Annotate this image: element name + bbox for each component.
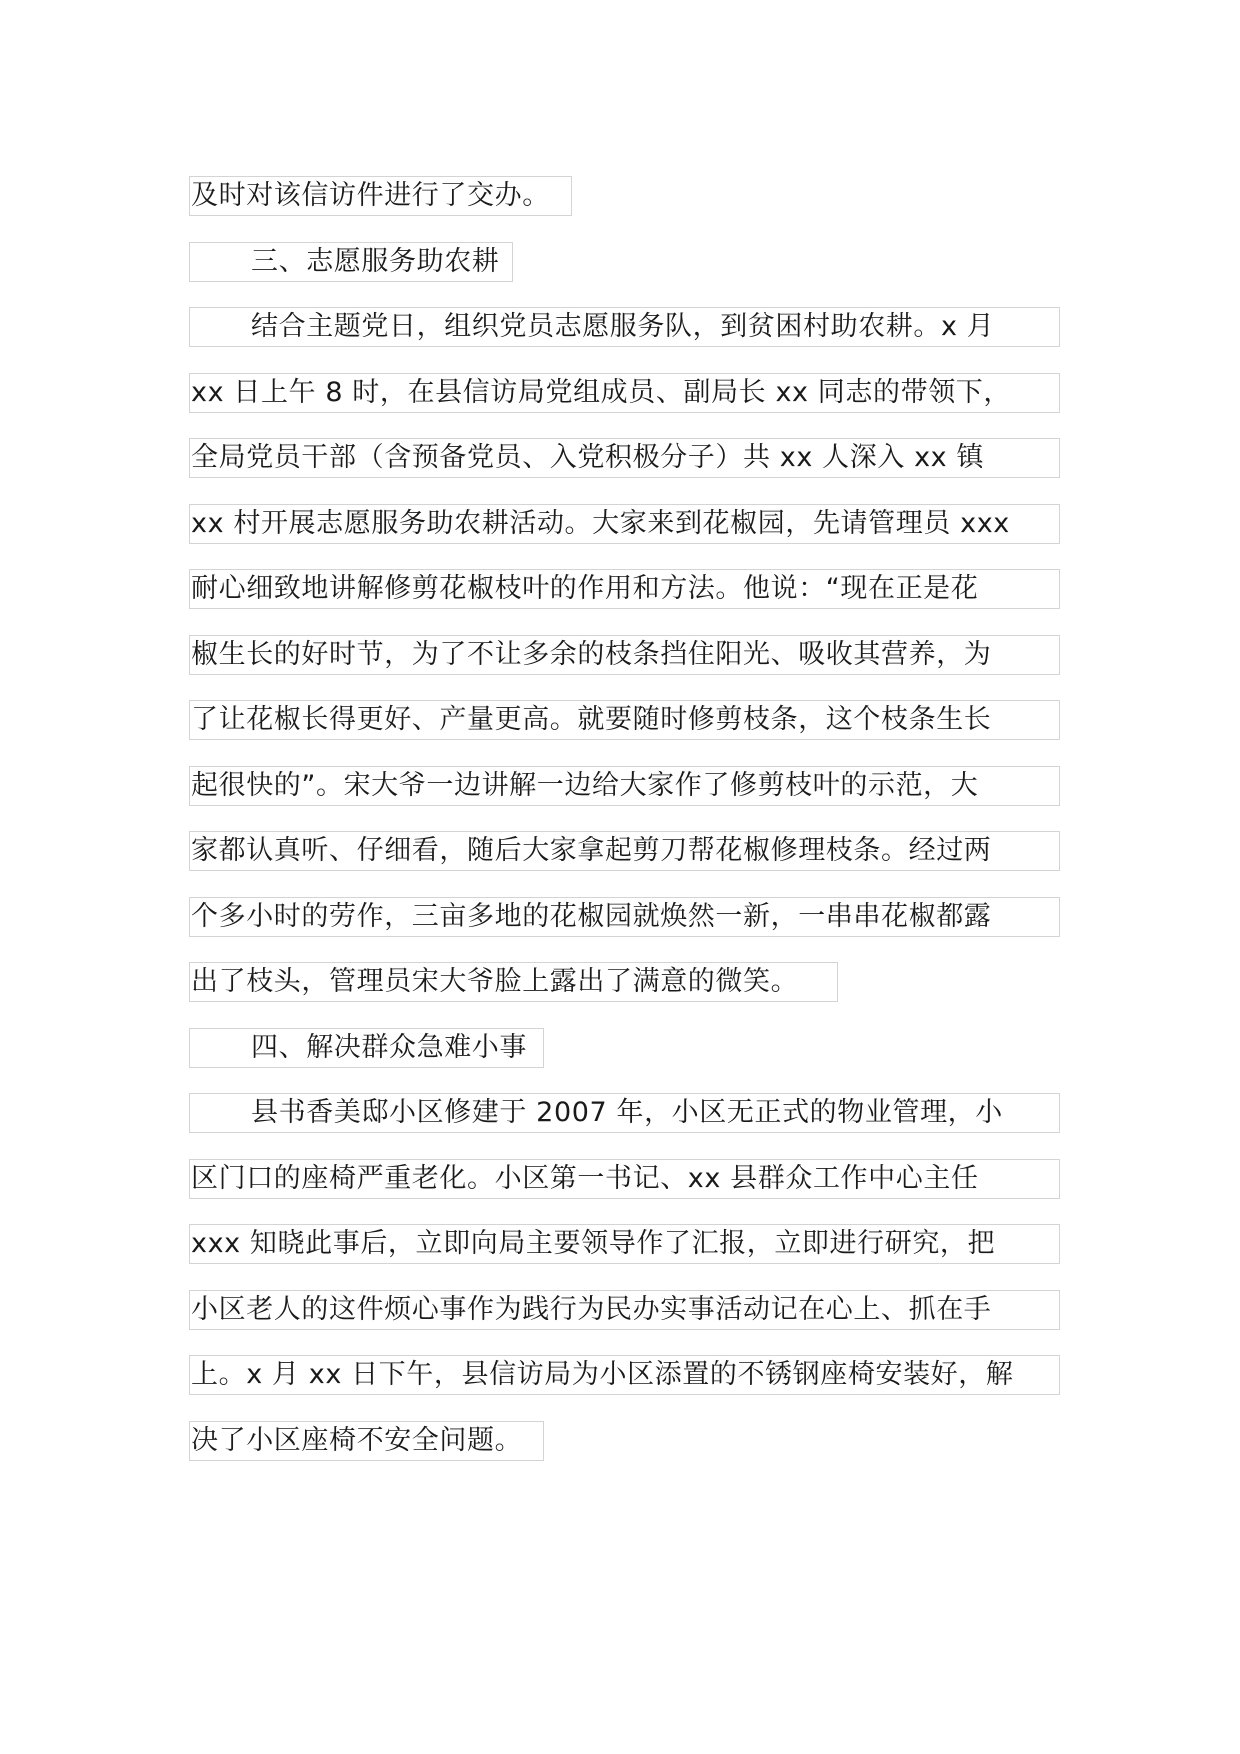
paragraph-line: 小区老人的这件烦心事作为践行为民办实事活动记在心上、抓在手 <box>189 1290 1060 1330</box>
paragraph-line: 起很快的”。宋大爷一边讲解一边给大家作了修剪枝叶的示范，大 <box>189 766 1060 806</box>
paragraph-line: xxx 知晓此事后，立即向局主要领导作了汇报，立即进行研究，把 <box>189 1224 1060 1264</box>
paragraph-line: 了让花椒长得更好、产量更高。就要随时修剪枝条，这个枝条生长 <box>189 700 1060 740</box>
paragraph-line: 家都认真听、仔细看，随后大家拿起剪刀帮花椒修理枝条。经过两 <box>189 831 1060 871</box>
section-heading-community: 四、解决群众急难小事 <box>189 1028 544 1068</box>
paragraph-line: xx 村开展志愿服务助农耕活动。大家来到花椒园，先请管理员 xxx <box>189 504 1060 544</box>
paragraph-line: 及时对该信访件进行了交办。 <box>189 176 572 216</box>
section-heading-volunteer: 三、志愿服务助农耕 <box>189 242 513 282</box>
paragraph-line: 区门口的座椅严重老化。小区第一书记、xx 县群众工作中心主任 <box>189 1159 1060 1199</box>
paragraph-line: 结合主题党日，组织党员志愿服务队，到贫困村助农耕。x 月 <box>189 307 1060 347</box>
paragraph-line: 耐心细致地讲解修剪花椒枝叶的作用和方法。他说：“现在正是花 <box>189 569 1060 609</box>
paragraph-line: 上。x 月 xx 日下午，县信访局为小区添置的不锈钢座椅安装好，解 <box>189 1355 1060 1395</box>
paragraph-line: 决了小区座椅不安全问题。 <box>189 1421 544 1461</box>
paragraph-line: 椒生长的好时节，为了不让多余的枝条挡住阳光、吸收其营养，为 <box>189 635 1060 675</box>
paragraph-line: xx 日上午 8 时，在县信访局党组成员、副局长 xx 同志的带领下， <box>189 373 1060 413</box>
paragraph-line: 县书香美邸小区修建于 2007 年，小区无正式的物业管理，小 <box>189 1093 1060 1133</box>
paragraph-line: 个多小时的劳作，三亩多地的花椒园就焕然一新，一串串花椒都露 <box>189 897 1060 937</box>
paragraph-line: 出了枝头，管理员宋大爷脸上露出了满意的微笑。 <box>189 962 838 1002</box>
paragraph-line: 全局党员干部（含预备党员、入党积极分子）共 xx 人深入 xx 镇 <box>189 438 1060 478</box>
